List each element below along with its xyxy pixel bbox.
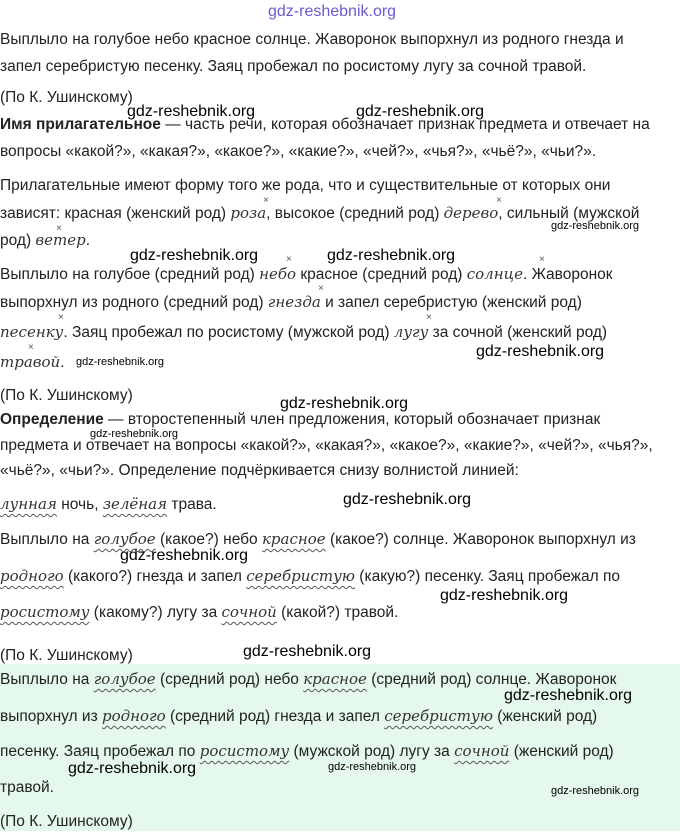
ending-mark-icon: × xyxy=(539,254,545,265)
text-fragment: за сочной (женский род) xyxy=(428,324,608,341)
noun-word: песенку xyxy=(0,323,64,341)
analysis-line xyxy=(0,602,398,623)
text-fragment: Выплыло на xyxy=(0,671,94,688)
underlined-adjective: лунная xyxy=(0,495,57,513)
analysis-line xyxy=(0,292,582,313)
watermark: gdz-reshebnik.org xyxy=(328,761,417,773)
text-fragment: , сильный (мужской xyxy=(498,205,640,222)
text-fragment: (какое?) солнце. Жаворонок выпорхнул из xyxy=(325,531,636,548)
answer-line xyxy=(0,741,614,762)
watermark: gdz-reshebnik.org xyxy=(327,247,456,264)
watermark: gdz-reshebnik.org xyxy=(120,547,249,564)
analysis-line xyxy=(0,566,620,587)
noun-word: дерево xyxy=(443,204,499,222)
analysis-line xyxy=(0,264,613,285)
watermark: gdz-reshebnik.org xyxy=(504,687,633,704)
underlined-adjective: голубое xyxy=(93,530,156,548)
paragraph-line: Выплыло на голубое небо красное солнце. Жаворонок выпорхнул из родного гнезда и xyxy=(0,31,624,48)
answer-line: травой. xyxy=(0,779,54,796)
answer-line xyxy=(0,669,616,690)
noun-word: небо xyxy=(259,265,297,283)
ending-mark-icon: × xyxy=(56,223,62,234)
source-line: (По К. Ушинскому) xyxy=(0,387,133,404)
ending-mark-icon: × xyxy=(318,283,324,294)
underlined-adjective: росистому xyxy=(0,603,90,621)
source-line: (По К. Ушинскому) xyxy=(0,647,133,664)
watermark: gdz-reshebnik.org xyxy=(90,428,179,440)
text-fragment: красное (средний род) xyxy=(296,266,467,283)
noun-word: лугу xyxy=(393,323,429,341)
text-fragment: (какого?) гнезда и запел xyxy=(63,568,247,585)
watermark: gdz-reshebnik.org xyxy=(343,491,472,508)
underlined-adjective: сочной xyxy=(454,742,510,760)
definition-line: вопросы «какой?», «какая?», «какое?», «какие?», «чей?», «чья?», «чьё?», «чьи?». xyxy=(0,143,597,160)
watermark: gdz-reshebnik.org xyxy=(130,247,259,264)
watermark: gdz-reshebnik.org xyxy=(268,3,397,20)
definition-line: «чьё?», «чьи?». Определение подчёркивается снизу волнистой линией: xyxy=(0,462,519,479)
underlined-adjective: красное xyxy=(303,670,367,688)
text-fragment: (средний род) небо xyxy=(155,671,304,688)
underlined-adjective: зелёная xyxy=(102,495,168,513)
underlined-adjective: серебристую xyxy=(384,707,493,725)
text-fragment: (какую?) песенку. Заяц пробежал по xyxy=(354,568,621,585)
underlined-adjective: голубое xyxy=(93,670,156,688)
underlined-adjective: красное xyxy=(261,530,326,548)
ending-mark-icon: × xyxy=(426,312,432,323)
text-fragment: выпорхнул из родного (средний род) xyxy=(0,294,268,311)
watermark: gdz-reshebnik.org xyxy=(280,395,409,412)
definition-line: предмета и отвечает на вопросы «какой?», «какая?», «какое?», «какие?», «чей?», «чья?», xyxy=(0,437,653,454)
watermark: gdz-reshebnik.org xyxy=(68,760,197,777)
text-fragment: ночь, xyxy=(56,496,103,513)
term: Имя прилагательное xyxy=(0,116,161,133)
text-fragment: (какое?) небо xyxy=(155,531,262,548)
watermark: gdz-reshebnik.org xyxy=(551,220,640,232)
source-line: (По К. Ушинскому) xyxy=(0,813,133,830)
text-fragment: Выплыло на голубое (средний род) xyxy=(0,266,260,283)
noun-word: роза xyxy=(230,204,267,222)
paragraph-line: запел серебристую песенку. Заяц пробежал по росистому лугу за сочной травой. xyxy=(0,58,587,75)
ending-mark-icon: × xyxy=(286,254,292,265)
watermark: gdz-reshebnik.org xyxy=(243,643,372,660)
rule-line xyxy=(0,230,90,251)
source-line: (По К. Ушинскому) xyxy=(0,89,133,106)
noun-word: ветер xyxy=(35,231,86,249)
watermark: gdz-reshebnik.org xyxy=(476,343,605,360)
underlined-adjective: росистому xyxy=(199,742,290,760)
text-fragment: (женский род) xyxy=(492,708,598,725)
definition-text: — второстепенный член предложения, который обозначает признак xyxy=(103,411,601,428)
definition-line xyxy=(0,410,600,430)
answer-line xyxy=(0,706,597,727)
text-fragment: Выплыло на xyxy=(0,531,94,548)
watermark: gdz-reshebnik.org xyxy=(356,103,485,120)
underlined-adjective: родного xyxy=(101,707,166,725)
text-fragment: песенку. Заяц пробежал по xyxy=(0,743,200,760)
text-fragment: род) xyxy=(0,232,36,249)
text-fragment: (средний род) солнце. Жаворонок xyxy=(366,671,617,688)
underlined-adjective: сочной xyxy=(221,603,277,621)
analysis-line xyxy=(0,352,65,373)
text-fragment: . Жаворонок xyxy=(522,266,613,283)
noun-word: гнезда xyxy=(267,293,321,311)
underlined-adjective: серебристую xyxy=(246,567,355,585)
watermark: gdz-reshebnik.org xyxy=(76,356,165,368)
ending-mark-icon: × xyxy=(58,312,64,323)
ending-mark-icon: × xyxy=(496,195,502,206)
watermark: gdz-reshebnik.org xyxy=(440,587,569,604)
definition-line xyxy=(0,115,650,135)
analysis-line xyxy=(0,529,636,550)
term: Определение xyxy=(0,411,104,428)
text-fragment: и запел серебристую (женский род) xyxy=(320,294,582,311)
text-fragment: (женский род) xyxy=(509,743,614,760)
definition-text: — часть речи, которая обозначает признак предмета и отвечает на xyxy=(160,116,650,133)
rule-line: Прилагательные имеют форму того же рода, что и существительные от которых они xyxy=(0,177,611,194)
watermark: gdz-reshebnik.org xyxy=(551,785,640,797)
text-fragment: (средний род) гнезда и запел xyxy=(165,708,385,725)
underlined-adjective: родного xyxy=(0,567,64,585)
text-fragment: зависят: красная (женский род) xyxy=(0,205,231,222)
text-fragment: . xyxy=(60,354,65,371)
example-line xyxy=(0,494,217,515)
text-fragment: . xyxy=(85,232,91,249)
text-fragment: . Заяц пробежал по росистому (мужской род) xyxy=(63,324,394,341)
text-fragment: , высокое (средний род) xyxy=(266,205,444,222)
watermark: gdz-reshebnik.org xyxy=(127,103,256,120)
ending-mark-icon: × xyxy=(263,195,269,206)
text-fragment: трава. xyxy=(167,496,217,513)
rule-line xyxy=(0,203,639,224)
ending-mark-icon: × xyxy=(28,342,34,353)
text-fragment: выпорхнул из xyxy=(0,708,102,725)
noun-word: травой xyxy=(0,353,61,371)
noun-word: солнце xyxy=(466,265,523,283)
text-fragment: (мужской род) лугу за xyxy=(289,743,455,760)
analysis-line xyxy=(0,322,607,343)
text-fragment: (какому?) лугу за xyxy=(89,604,222,621)
text-fragment: (какой?) травой. xyxy=(276,604,399,621)
